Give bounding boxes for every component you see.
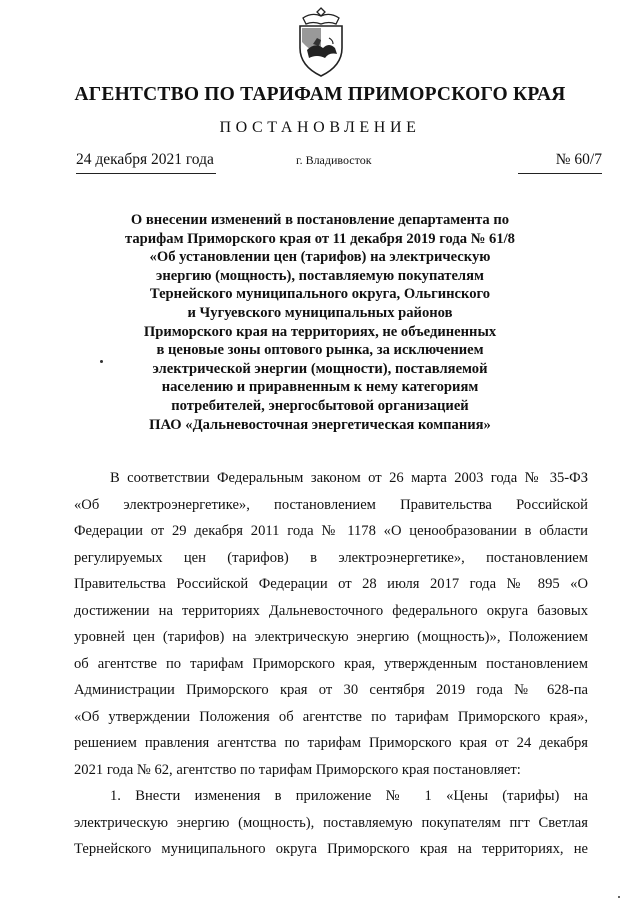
- title-line: «Об установлении цен (тарифов) на электрическую: [149, 249, 491, 266]
- body-line: Правительства Российской Федерации от 28 июля 2017 года № 895 «О: [74, 576, 588, 592]
- title-line: потребителей, энергосбытовой организацией: [171, 397, 469, 414]
- coat-of-arms-icon: [293, 6, 349, 78]
- title-line: ПАО «Дальневосточная энергетическая компания»: [149, 416, 491, 433]
- body-line: Администрации Приморского края от 30 сентября 2019 года № 628-па: [74, 682, 588, 698]
- body-line: уровней цен (тарифов) на электрическую энергию (мощность)», Положением: [74, 629, 588, 645]
- body-line: об агентстве по тарифам Приморского края, утвержденным постановлением: [74, 655, 588, 672]
- document-meta: [0, 151, 640, 181]
- body-line: достижении на территориях Дальневосточного федерального округа базовых: [74, 602, 588, 619]
- scan-speck: [100, 360, 103, 363]
- title-line: тарифам Приморского края от 11 декабря 2019 года № 61/8: [125, 230, 515, 247]
- document-city: г. Владивосток: [296, 153, 372, 167]
- title-line: энергию (мощность), поставляемую покупателям: [156, 267, 484, 284]
- scan-speck: [618, 896, 620, 898]
- document-title: [90, 211, 550, 434]
- body-line: 1. Внести изменения в приложение № 1 «Цены (тарифы) на: [110, 788, 588, 804]
- body-line: электрическую энергию (мощность), поставляемую покупателям пгт Светлая: [74, 814, 588, 831]
- body-line: «Об электроэнергетике», постановлением Правительства Российской: [74, 496, 588, 513]
- body-line: «Об утверждении Положения об агентстве по тарифам Приморского края»,: [74, 708, 588, 725]
- body-line: В соответствии Федеральным законом от 26 марта 2003 года № 35-ФЗ: [110, 470, 588, 486]
- title-line: О внесении изменений в постановление департамента по: [130, 212, 510, 228]
- title-line: Приморского края на территориях, не объединенных: [143, 323, 497, 340]
- document-type: ПОСТАНОВЛЕНИЕ: [219, 119, 421, 136]
- title-line: населению и приравненным к нему категориям: [161, 379, 479, 396]
- title-line: и Чугуевского муниципальных районов: [187, 304, 453, 321]
- agency-title: АГЕНТСТВО ПО ТАРИФАМ ПРИМОРСКОГО КРАЯ: [74, 84, 566, 105]
- body-line: 2021 года № 62, агентство по тарифам Приморского края постановляет:: [74, 761, 521, 778]
- title-line: Тернейского муниципального округа, Ольгинского: [149, 286, 491, 303]
- document-number: № 60/7: [518, 151, 602, 174]
- document-body: [74, 465, 588, 863]
- body-line: Тернейского муниципального округа Приморского края на территориях, не: [74, 841, 588, 857]
- body-line: Федерации от 29 декабря 2011 года № 1178 «О ценообразовании в области: [74, 523, 588, 539]
- body-line: регулируемых цен (тарифов) в электроэнергетике», постановлением: [74, 549, 588, 566]
- title-line: в ценовые зоны оптового рынка, за исключением: [156, 342, 484, 359]
- body-line: решением правления агентства по тарифам Приморского края от 24 декабря: [74, 735, 588, 751]
- title-line: электрической энергии (мощности), поставляемой: [152, 360, 488, 377]
- document-date: 24 декабря 2021 года: [76, 151, 216, 174]
